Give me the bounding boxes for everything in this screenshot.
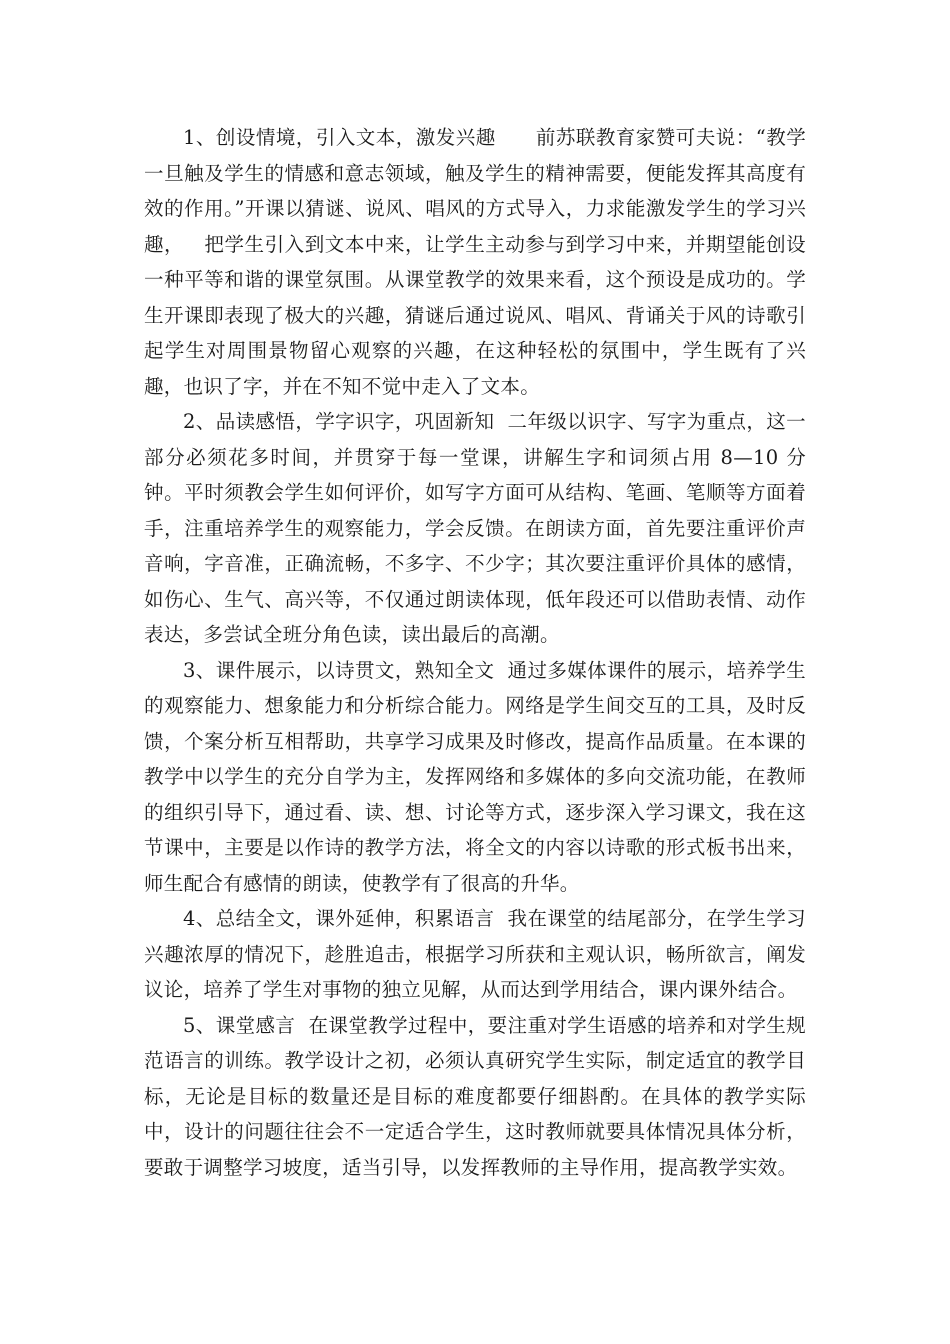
paragraph-4: 4、总结全文，课外延伸，积累语言 我在课堂的结尾部分，在学生学习兴趣浓厚的情况下，趁胜追击，根据学习所获和主观认识，畅所欲言，阐发议论，培养了学生对事物的独立见解，从而达到学用结合，课内课外结合。 (144, 907, 806, 1001)
paragraph-5: 5、课堂感言 在课堂教学过程中，要注重对学生语感的培养和对学生规范语言的训练。教学设计之初，必须认真研究学生实际，制定适宜的教学目标，无论是目标的数量还是目标的难度都要仔细斟酌。在具体的教学实际中，设计的问题往往会不一定适合学生，这时教师就要具体情况具体分析，要敢于调整学习坡度，适当引导，以发挥教师的主导作用，提高教学实效。 (144, 1013, 806, 1179)
document-body (144, 120, 806, 1185)
paragraph-1: 1、创设情境，引入文本，激发兴趣 前苏联教育家赞可夫说：“教学一旦触及学生的情感和意志领域，触及学生的精神需要，便能发挥其高度有效的作用。”开课以猜谜、说风、唱风的方式导入，力求能激发学生的学习兴趣， 把学生引入到文本中来，让学生主动参与到学习中来，并期望能创设一种平等和谐的课堂氛围。从课堂教学的效果来看，这个预设是成功的。学生开课即表现了极大的兴趣，猜谜后通过说风、唱风、背诵关于风的诗歌引起学生对周围景物留心观察的兴趣，在这种轻松的氛围中，学生既有了兴趣，也识了字，并在不知不觉中走入了文本。 (144, 126, 806, 398)
paragraph-3: 3、课件展示，以诗贯文，熟知全文 通过多媒体课件的展示，培养学生的观察能力、想象能力和分析综合能力。网络是学生间交互的工具，及时反馈，个案分析互相帮助，共享学习成果及时修改，提高作品质量。在本课的教学中以学生的充分自学为主，发挥网络和多媒体的多向交流功能，在教师的组织引导下，通过看、读、想、讨论等方式，逐步深入学习课文，我在这节课中，主要是以作诗的教学方法，将全文的内容以诗歌的形式板书出来，师生配合有感情的朗读，使教学有了很高的升华。 (144, 658, 806, 895)
paragraph-2: 2、品读感悟，学字识字，巩固新知 二年级以识字、写字为重点，这一部分必须花多时间，并贯穿于每一堂课，讲解生字和词须占用 8—10 分钟。平时须教会学生如何评价，如写字方面可从结构、笔画、笔顺等方面着手，注重培养学生的观察能力，学会反馈。在朗读方面，首先要注重评价声音响，字音准，正确流畅，不多字、不少字；其次要注重评价具体的感情，如伤心、生气、高兴等，不仅通过朗读体现，低年段还可以借助表情、动作表达，多尝试全班分角色读，读出最后的高潮。 (144, 410, 806, 646)
